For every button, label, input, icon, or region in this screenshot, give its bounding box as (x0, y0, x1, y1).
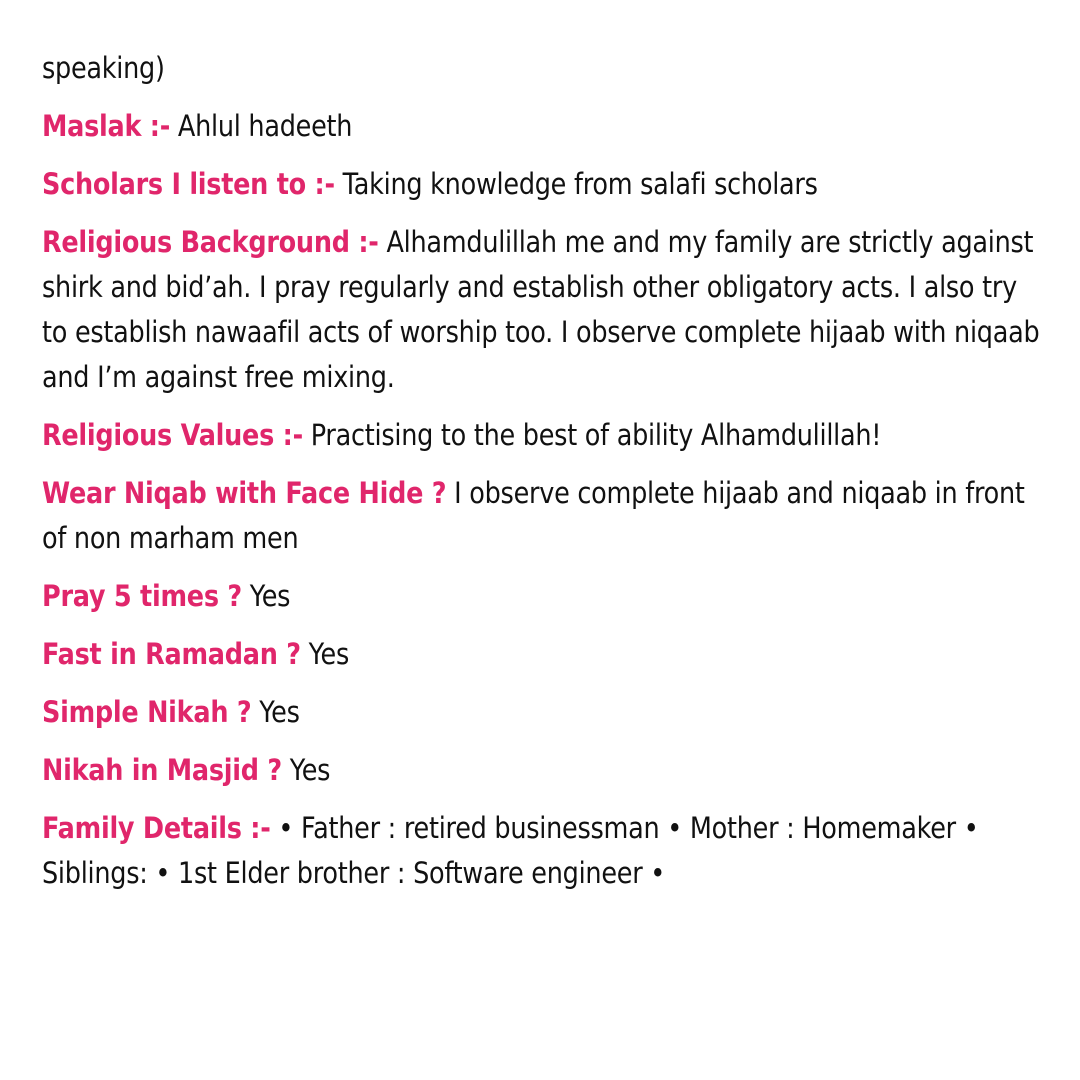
field-label: Nikah in Masjid ? (42, 753, 282, 787)
field-value: Ahlul hadeeth (177, 109, 353, 143)
field-value: Practising to the best of ability Alhamdulillah! (310, 418, 882, 452)
field-label: Scholars I listen to :- (42, 167, 335, 201)
field-fast (42, 632, 1042, 677)
field-label: Fast in Ramadan ? (42, 637, 301, 671)
field-label: Maslak :- (42, 109, 171, 143)
field-label: Religious Background :- (42, 225, 379, 259)
field-value: Yes (259, 695, 300, 729)
field-value: Yes (289, 753, 331, 787)
field-family-details (42, 806, 1042, 896)
field-simple-nikah (42, 690, 1042, 735)
intro-continuation-text: speaking) (42, 51, 165, 85)
field-value: I observe complete hijaab and niqaab in front of non marham men (42, 476, 1025, 555)
field-religious-values (42, 413, 1042, 458)
field-value: Alhamdulillah me and my family are strictly against shirk and bid’ah. I pray regularly and establish other obligatory acts. I also try to establish nawaafil acts of worship too. I observe complete hijaab with niqaab and I’m against free mixing. (42, 225, 1040, 394)
field-pray (42, 574, 1042, 619)
field-niqab (42, 471, 1042, 561)
field-value: Yes (308, 637, 350, 671)
field-label: Simple Nikah ? (42, 695, 252, 729)
field-label: Family Details :- (42, 811, 271, 845)
field-maslak (42, 104, 1042, 149)
field-scholars (42, 162, 1042, 207)
field-nikah-masjid (42, 748, 1042, 793)
field-value: Yes (249, 579, 291, 613)
field-value: • Father : retired businessman • Mother : Homemaker • Siblings: • 1st Elder brother : Software engineer • (42, 811, 979, 890)
field-religious-background (42, 220, 1042, 400)
field-value: Taking knowledge from salafi scholars (342, 167, 818, 201)
field-label: Wear Niqab with Face Hide ? (42, 476, 447, 510)
field-label: Religious Values :- (42, 418, 303, 452)
field-label: Pray 5 times ? (42, 579, 242, 613)
